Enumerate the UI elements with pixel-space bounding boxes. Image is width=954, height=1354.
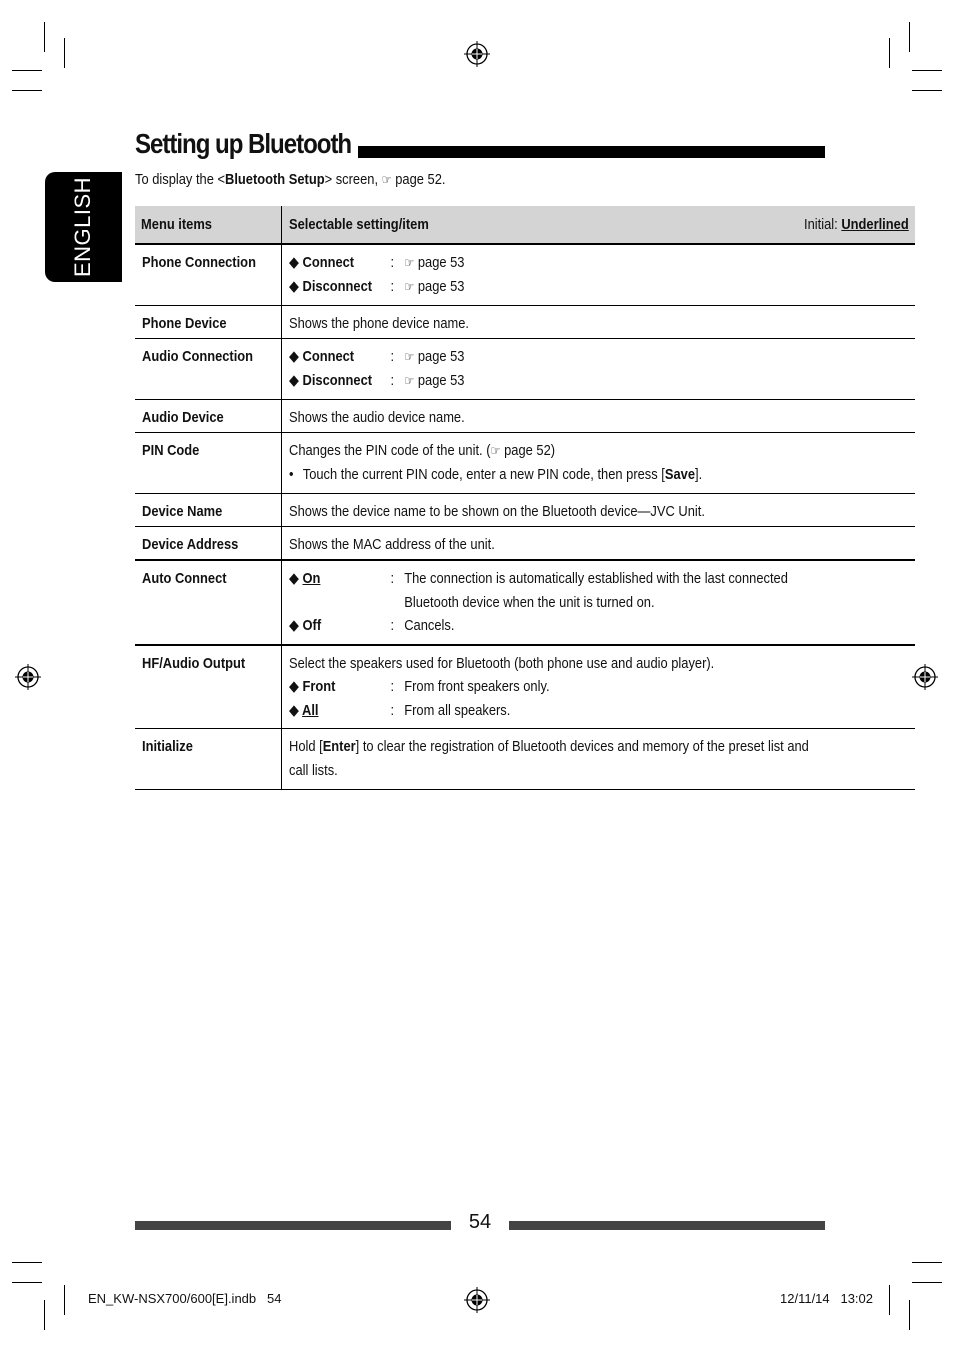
intro-page-ref: page 52.	[395, 171, 446, 188]
page-number: 54	[468, 1211, 492, 1233]
table-row: HF/Audio Output Select the speakers used for Bluetooth (both phone use and audio player). ◆ Front : From front speakers only. ◆ All : From all speakers.	[135, 645, 915, 729]
option-connect: Connect	[302, 254, 354, 271]
header-selectable-setting: Selectable setting/item	[288, 216, 429, 233]
table-row: PIN Code Changes the PIN code of the unit. (☞ page 52) • Touch the current PIN code, enter a new PIN code, then press [Save].	[135, 433, 915, 494]
intro-screen-name: Bluetooth Setup	[225, 171, 325, 188]
option-on: On	[302, 570, 320, 587]
page-reference-icon: ☞	[403, 349, 414, 364]
option-disconnect: Disconnect	[302, 372, 372, 389]
row-label-auto-connect: Auto Connect	[142, 570, 227, 587]
row-desc-device-address: Shows the MAC address of the unit.	[288, 536, 495, 553]
footer-file-info: EN_KW-NSX700/600[E].indb 54	[88, 1291, 282, 1306]
pin-code-instruction: Touch the current PIN code, enter a new PIN code, then press [	[302, 466, 665, 483]
row-desc-phone-device: Shows the phone device name.	[288, 315, 469, 332]
table-row	[135, 729, 915, 790]
row-label-audio-connection: Audio Connection	[142, 348, 254, 365]
table-header-row	[135, 206, 915, 244]
registration-mark-icon	[464, 1287, 490, 1313]
settings-table	[135, 206, 915, 790]
row-desc-initialize: Hold [Enter] to clear the registration of Bluetooth devices and memory of the preset list and call lists.	[288, 738, 809, 779]
table-row: Phone Connection ◆ Connect : ☞ page 53 ◆ Disconnect : ☞ page 53	[135, 244, 915, 306]
enter-key-label: Enter	[322, 738, 356, 755]
row-label-phone-device: Phone Device	[142, 315, 227, 332]
page-reference-icon: ☞	[403, 279, 414, 294]
option-connect: Connect	[302, 348, 354, 365]
row-label-device-name: Device Name	[142, 503, 223, 520]
page-reference-icon: ☞	[403, 373, 414, 388]
page-title: Setting up Bluetooth	[135, 128, 352, 159]
footer-rule-left	[135, 1221, 451, 1230]
row-desc-hf-audio-output: Select the speakers used for Bluetooth (both phone use and audio player).	[288, 654, 714, 672]
header-menu-items: Menu items	[141, 216, 212, 233]
intro-suffix: > screen,	[324, 171, 382, 188]
row-desc-pin-code: Changes the PIN code of the unit. (	[288, 442, 491, 459]
table-row	[135, 306, 915, 339]
language-tab	[45, 172, 122, 282]
row-label-initialize: Initialize	[142, 738, 193, 755]
row-label-pin-code: PIN Code	[142, 442, 200, 459]
option-front: Front	[302, 678, 335, 695]
language-tab-label: ENGLISH	[70, 176, 95, 278]
option-all: All	[301, 701, 319, 719]
footer-rule-right	[509, 1221, 825, 1230]
save-key-label: Save	[664, 466, 695, 483]
registration-mark-icon	[464, 41, 490, 67]
row-label-hf-audio-output: HF/Audio Output	[142, 654, 246, 672]
row-label-audio-device: Audio Device	[142, 409, 224, 426]
row-label-device-address: Device Address	[142, 536, 239, 553]
table-row: Auto Connect ◆ On : The connection is automatically established with the last connected Bluetooth device when the unit is turned on. ◆ Off : Cancels.	[135, 560, 915, 645]
table-row	[135, 494, 915, 527]
option-disconnect: Disconnect	[302, 278, 372, 295]
intro-prefix: To display the <	[135, 171, 226, 188]
page-reference-icon: ☞	[403, 255, 414, 270]
table-row	[135, 400, 915, 433]
intro-text	[135, 171, 445, 188]
title-rule	[358, 146, 825, 158]
row-label-phone-connection: Phone Connection	[142, 254, 256, 271]
page-reference-icon: ☞	[490, 443, 501, 458]
page-reference-icon: ☞	[381, 172, 392, 187]
table-row: Audio Connection ◆ Connect : ☞ page 53 ◆ Disconnect : ☞ page 53	[135, 339, 915, 400]
footer-date-info: 12/11/14 13:02	[780, 1291, 874, 1306]
registration-mark-icon	[912, 664, 938, 690]
row-desc-audio-device: Shows the audio device name.	[288, 409, 465, 426]
option-off: Off	[302, 617, 321, 634]
table-row	[135, 527, 915, 561]
registration-mark-icon	[15, 664, 41, 690]
header-initial-note: Initial: Underlined	[803, 216, 909, 233]
row-desc-device-name: Shows the device name to be shown on the Bluetooth device—JVC Unit.	[288, 503, 705, 520]
